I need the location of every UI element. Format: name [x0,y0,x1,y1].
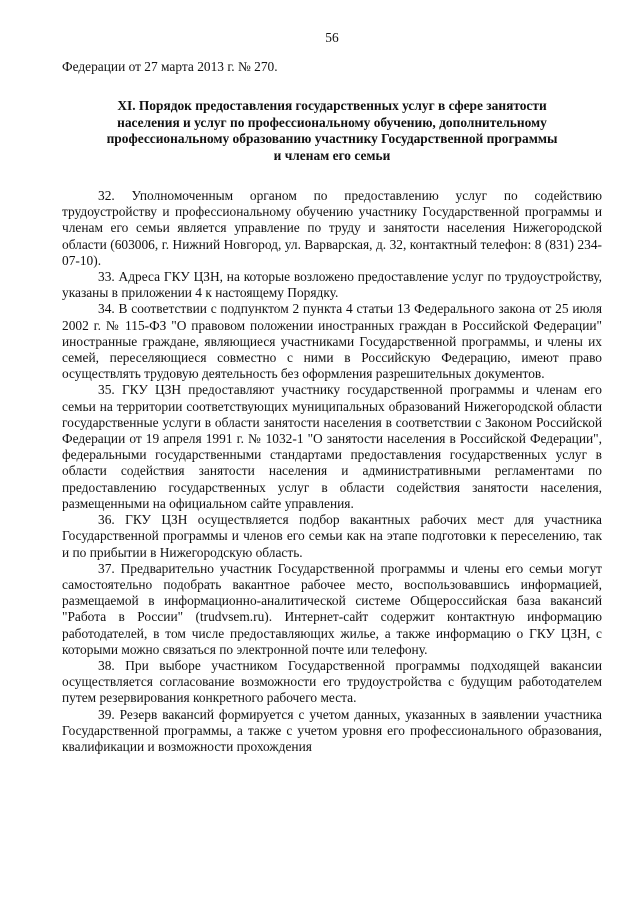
paragraph-39: 39. Резерв вакансий формируется с учетом данных, указанных в заявлении участника Государственной программы, а также с учетом уровня его профессионального образования, квалификации и возможности прохождения [62,706,602,754]
paragraph-32: 32. Уполномоченным органом по предоставлению услуг по содействию трудоустройству и профессиональному обучению участнику Государственной программы и членам его семьи является управление по труду и занятости населения Нижегородской области (603006, г. Нижний Новгород, ул. Варварская, д. 32, контактный телефон: 8 (831) 234-07-10). [62,188,602,268]
paragraph-35: 35. ГКУ ЦЗН предоставляют участнику государственной программы и членам его семьи на территории соответствующих муниципальных образований Нижегородской области государственные услуги в области занятости населения в соответствии с Законом Российской Федерации от 19 апреля 1991 г. № 1032-1 "О занятости населения в Российской Федерации", федеральными государственными стандартами предоставления государственных услуг в области содействия занятости населения и административными регламентами по предоставлению государственных услуг в области содействия занятости населения, размещенными на официальном сайте управления. [62,382,602,511]
heading-line: населения и услуг по профессиональному обучению, дополнительному [117,114,547,130]
heading-line: профессиональному образованию участнику Государственной программы [106,131,558,147]
continuation-line: Федерации от 27 марта 2013 г. № 270. [62,59,278,75]
section-body [62,188,602,755]
paragraph-36: 36. ГКУ ЦЗН осуществляется подбор вакантных рабочих мест для участника Государственной программы и членов его семьи как на этапе подготовки к переселению, так и по прибытии в Нижегородскую область. [62,512,602,560]
page-number: 56 [325,30,339,45]
paragraph-38: 38. При выборе участником Государственной программы подходящей вакансии осуществляется согласование возможности его трудоустройства с будущим работодателем путем резервирования конкретного рабочего места. [62,657,602,706]
section-heading [62,98,602,164]
heading-line: XI. Порядок предоставления государственных услуг в сфере занятости [117,98,547,114]
heading-line: и членам его семьи [273,147,391,163]
paragraph-33: 33. Адреса ГКУ ЦЗН, на которые возложено предоставление услуг по трудоустройству, указаны в приложении 4 к настоящему Порядку. [62,269,602,301]
paragraph-37: 37. Предварительно участник Государственной программы и члены его семьи могут самостоятельно подобрать вакантное рабочее место, воспользовавшись информацией, размещаемой в информационно-аналитической системе Общероссийская база вакансий "Работа в России" (trudvsem.ru). Интернет-сайт содержит контактную информацию работодателей, в том числе предоставляющих жилье, а также информацию о ГКУ ЦЗН, с которыми можно связаться по электронной почте или телефону. [62,560,602,657]
paragraph-34: 34. В соответствии с подпунктом 2 пункта 4 статьи 13 Федерального закона от 25 июля 2002 г. № 115-ФЗ "О правовом положении иностранных граждан в Российской Федерации" иностранные граждане, являющиеся участниками Государственной программы, и члены их семей, переселяющиеся совместно с ними в Российскую Федерацию, имеют право осуществлять трудовую деятельность без оформления разрешительных документов. [62,301,602,382]
